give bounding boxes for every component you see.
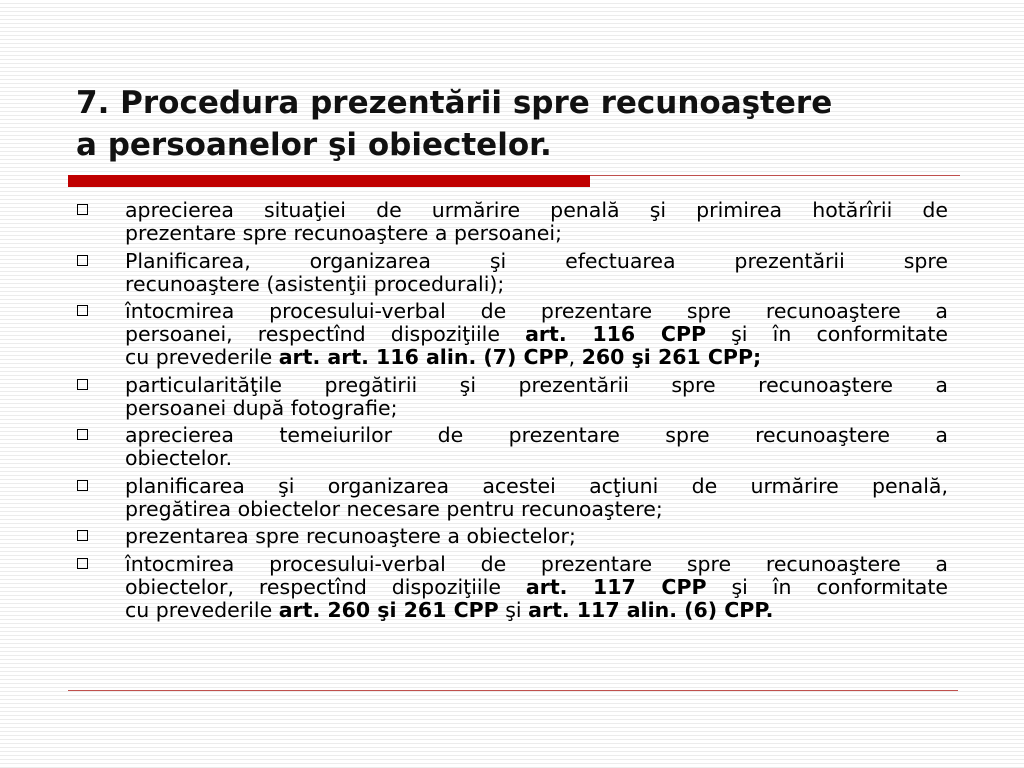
text-span: , [568, 345, 582, 369]
hollow-square-bullet-icon [77, 480, 88, 491]
hollow-square-bullet-icon [77, 379, 88, 390]
hollow-square-bullet-icon [77, 255, 88, 266]
list-item [76, 300, 948, 369]
hollow-square-bullet-icon [77, 305, 88, 316]
list-item [76, 374, 948, 420]
list-item-text-line: aprecierea situaţiei de urmărire penală şi primirea hotărîrii de [125, 198, 948, 222]
list-item [76, 475, 948, 521]
text-span: şi în conformitate [706, 574, 948, 599]
text-span: şi [498, 597, 529, 622]
list-item [76, 199, 948, 245]
text-span: şi în conformitate [706, 322, 948, 346]
law-reference: art. art. 116 alin. (7) CPP [278, 345, 569, 369]
footer-divider-line [68, 690, 958, 691]
law-reference: 260 şi 261 CPP; [581, 345, 762, 369]
list-item-text-line: întocmirea procesului-verbal de prezentare spre recunoaştere a [125, 551, 948, 576]
list-item-text-line [125, 576, 948, 599]
list-item-text-line [125, 599, 948, 622]
list-item-text-line [125, 323, 948, 346]
list-item-text-line: recunoaştere (asistenţii procedurali); [125, 271, 505, 296]
text-span: persoanei, respectînd dispoziţiile [125, 322, 526, 346]
list-item [76, 250, 948, 296]
list-item-text-line: obiectelor. [125, 446, 233, 470]
text-span: cu prevederile [125, 345, 279, 369]
bullet-list [76, 199, 948, 626]
law-reference: art. 117 CPP [525, 574, 707, 599]
law-reference: art. 116 CPP [525, 322, 706, 346]
list-item-text-line [125, 346, 948, 369]
slide-title [76, 82, 976, 166]
list-item [76, 424, 948, 470]
text-span: cu prevederile [125, 597, 279, 622]
hollow-square-bullet-icon [77, 204, 88, 215]
hollow-square-bullet-icon [77, 530, 88, 541]
list-item [76, 553, 948, 622]
hollow-square-bullet-icon [77, 558, 88, 569]
slide-title-line-2: a persoanelor şi obiectelor. [76, 127, 552, 163]
slide-title-line-1: 7. Procedura prezentării spre recunoaştere [76, 85, 833, 121]
list-item-text-line: Planificarea, organizarea şi efectuarea prezentării spre [125, 248, 948, 273]
list-item-text-line: aprecierea temeiurilor de prezentare spre recunoaştere a [125, 423, 948, 447]
title-accent-bar [68, 175, 590, 187]
list-item-text-line: întocmirea procesului-verbal de prezentare spre recunoaştere a [125, 299, 948, 323]
text-span: obiectelor, respectînd dispoziţiile [125, 574, 526, 599]
list-item-text-line: prezentarea spre recunoaştere a obiectelor; [125, 524, 576, 548]
law-reference: art. 260 şi 261 CPP [278, 597, 499, 622]
list-item-text-line: persoanei după fotografie; [125, 395, 398, 420]
list-item-text-line: prezentare spre recunoaştere a persoanei; [125, 221, 562, 245]
law-reference: art. 117 alin. (6) CPP. [528, 597, 774, 622]
list-item-text-line: particularităţile pregătirii şi prezentării spre recunoaştere a [125, 372, 948, 397]
hollow-square-bullet-icon [77, 429, 88, 440]
list-item [76, 525, 948, 548]
list-item-text-line: pregătirea obiectelor necesare pentru recunoaştere; [125, 496, 663, 521]
list-item-text-line: planificarea şi organizarea acestei acţiuni de urmărire penală, [125, 473, 948, 498]
